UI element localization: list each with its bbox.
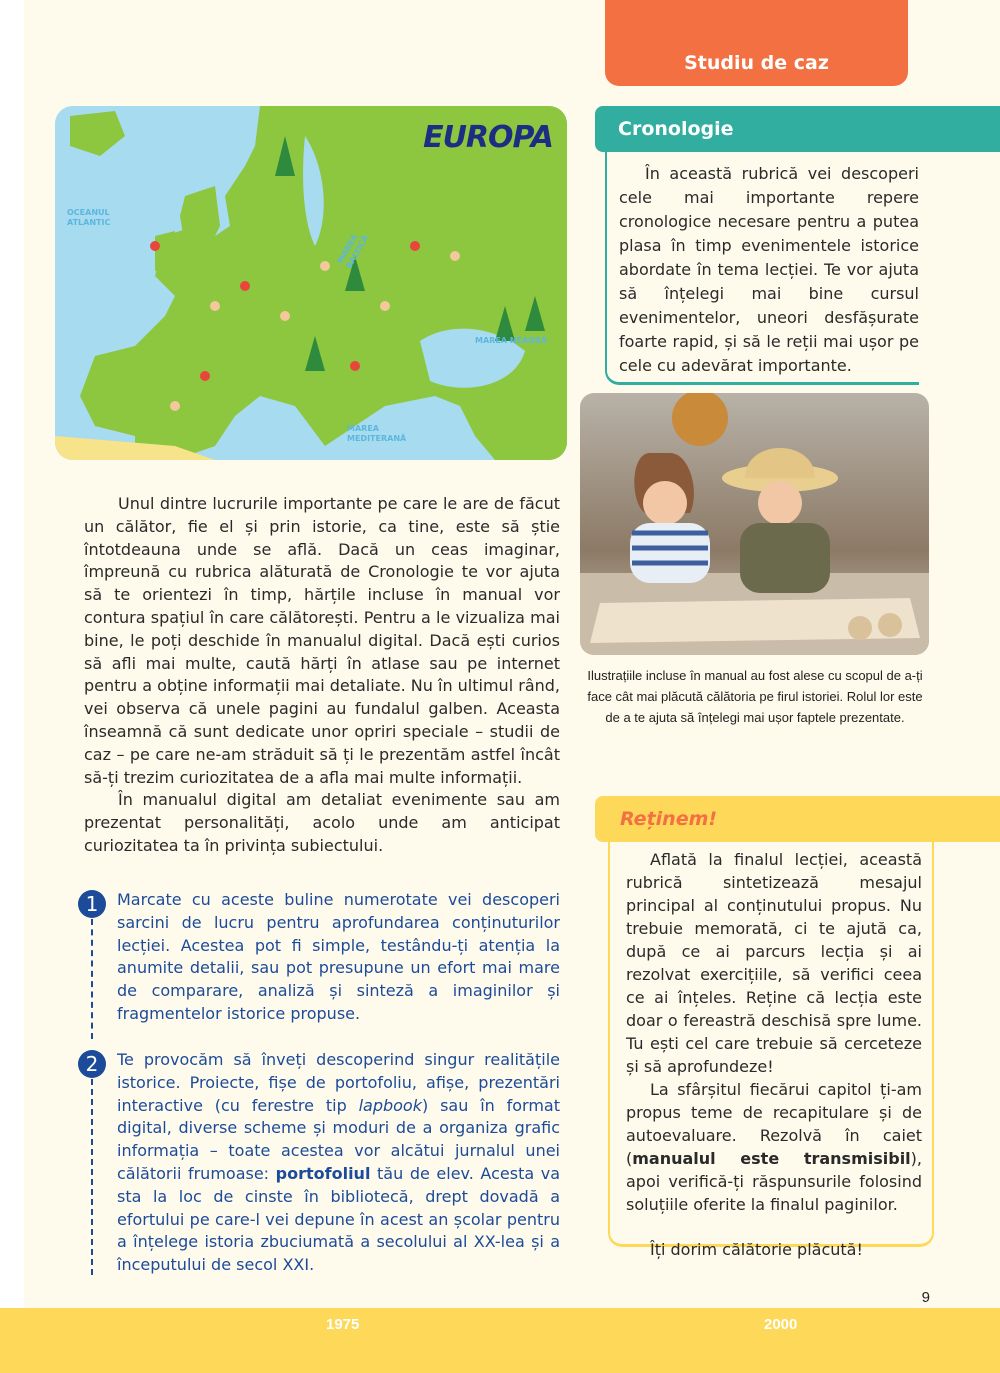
page-number: 9 — [921, 1289, 930, 1306]
task-text-part: ) sau în format digital, diverse scheme și moduri de a organiza grafic informația – toate acestea vor alcătui jurnalul unei călătorii frumoase: — [117, 1095, 561, 1183]
timeline-year-2000: 2000 — [764, 1316, 798, 1333]
sea-label-baltic: MAREA BALTICĂ — [335, 232, 371, 270]
retinem-title: Reținem! — [620, 808, 718, 830]
retinem-text-part: ), apoi verifică-ți răspunsurile folosind soluțiile oferite la finalul paginilor. — [626, 1149, 922, 1214]
dashed-line — [91, 919, 93, 1039]
task-text-1: Marcate cu aceste buline numerotate vei descoperi sarcini de lucru pentru aprofundarea conținuturilor lecției. Acestea pot fi simple, testându-ți atenția la anumite detalii, sau pot presupune un efort mai mare de comparare, analiză și sinteză a imaginilor și fragmentelor istorice propuse. — [117, 890, 560, 1023]
task-text-part: Te provocăm să înveți descoperind singur realitățile istorice. Proiecte, fișe de portofoliu, afișe, prezentări interactive (cu ferestre tip — [117, 1050, 560, 1115]
photo-caption: Ilustrațiile incluse în manual au fost alese cu scopul de a-ți face cât mai plăcută călătoria pe firul istoriei. Rolul lor este de a te ajuta să înțelegi mai ușor faptele prezentate. — [587, 668, 923, 725]
task-item-1 — [78, 889, 560, 1026]
transmissible-note: manualul este transmisibil — [632, 1149, 911, 1168]
task-text-2 — [117, 1049, 560, 1277]
sea-label-mediterranean: MAREA MEDITERANĂ — [347, 424, 407, 443]
lapbook-term: lapbook — [358, 1095, 422, 1115]
timeline-footer — [0, 1308, 1000, 1373]
retinem-text-part: La sfârșitul fiecărui capitol ți-am propus teme de recapitulare și de autoevaluare. Rezolvă în caiet ( — [626, 1080, 922, 1168]
task-item-2 — [78, 1049, 560, 1277]
timeline-year-1975: 1975 — [326, 1316, 360, 1333]
sea-label-atlantic: OCEANUL ATLANTIC — [67, 208, 111, 227]
cronologie-header — [595, 106, 1000, 152]
map-title: EUROPA — [423, 120, 553, 155]
retinem-wish: Îți dorim călătorie plăcută! — [650, 1240, 863, 1259]
retinem-paragraph-2 — [626, 1078, 922, 1216]
sea-label-black-sea: MAREA NEAGRĂ — [475, 336, 548, 345]
task-text-part: tău de elev. Acesta va sta la loc de cinste în bibliotecă, drept dovadă a efortului pe care-l vei depune în acest an școlar pentru a înțelege istoria zbuciumată a secolului al XX-lea și a începutului de secol XXI. — [117, 1163, 561, 1275]
case-study-tab — [605, 0, 908, 86]
intro-paragraph-1: Unul dintre lucrurile importante pe care le are de făcut un călător, fie el și prin istorie, ca tine, este să știe întotdeauna unde se află. Dacă un ceas imaginar, împreună cu rubrica alăturată de Cronologie te vor ajuta să te orientezi în timp, hărțile incluse în manual vor contura spațiul în care călătorești. Pentru a le vizualiza mai bine, le poți deschide în manualul digital. Dacă ești curios să afli mai multe, caută hărți în atlase sau pe internet pentru a obține informații mai detaliate. Nu în ultimul rând, vei observa că unele pagini au fundalul galben. Aceasta înseamnă că sunt dedicate unor opriri speciale – studii de caz – pe care ne-am străduit să ți le prezentăm astfel încât să-ți trezim curiozitatea de a afla mai multe informații. — [84, 494, 560, 787]
cronologie-text: În această rubrică vei descoperi cele mai importante repere cronologice necesare pentru a putea plasa în timp evenimentele istorice abordate în tema lecției. Te vor ajuta să înțelegi mai bine cursul evenimentelor, uneori desfășurate foarte rapid, și să le reții mai ușor pe cele cu adevărat importante. — [619, 164, 919, 375]
number-badge-icon: 1 — [78, 890, 106, 918]
cronologie-title: Cronologie — [618, 118, 734, 140]
retinem-box — [608, 842, 934, 1259]
number-badge-icon: 2 — [78, 1050, 106, 1078]
europe-map-image — [55, 106, 567, 460]
map-illustration — [55, 106, 567, 460]
case-study-label: Studiu de caz — [684, 52, 829, 74]
portfolio-term: portofoliul — [275, 1163, 371, 1183]
children-explorers-photo — [580, 393, 929, 655]
intro-paragraph-2: În manualul digital am detaliat evenimente sau am prezentat personalități, acolo unde am anticipat curiozitatea ta în privința subiectului. — [84, 790, 560, 855]
intro-text — [84, 493, 560, 858]
photo-illustration — [580, 393, 929, 655]
cronologie-box — [605, 152, 919, 385]
retinem-paragraph-1: Aflată la finalul lecției, această rubrică sintetizează mesajul principal al conținutului propus. Nu trebuie memorată, ci te ajută ca, după ce ai parcurs lecția și ai rezolvat exercițiile, să verifici ceea ce ai înțeles. Reține că lecția este doar o fereastră deschisă spre lume. Tu ești cel care trebuie să cerceteze și să aprofundeze! — [626, 850, 922, 1076]
retinem-header — [595, 796, 1000, 842]
dashed-line — [91, 1079, 93, 1275]
